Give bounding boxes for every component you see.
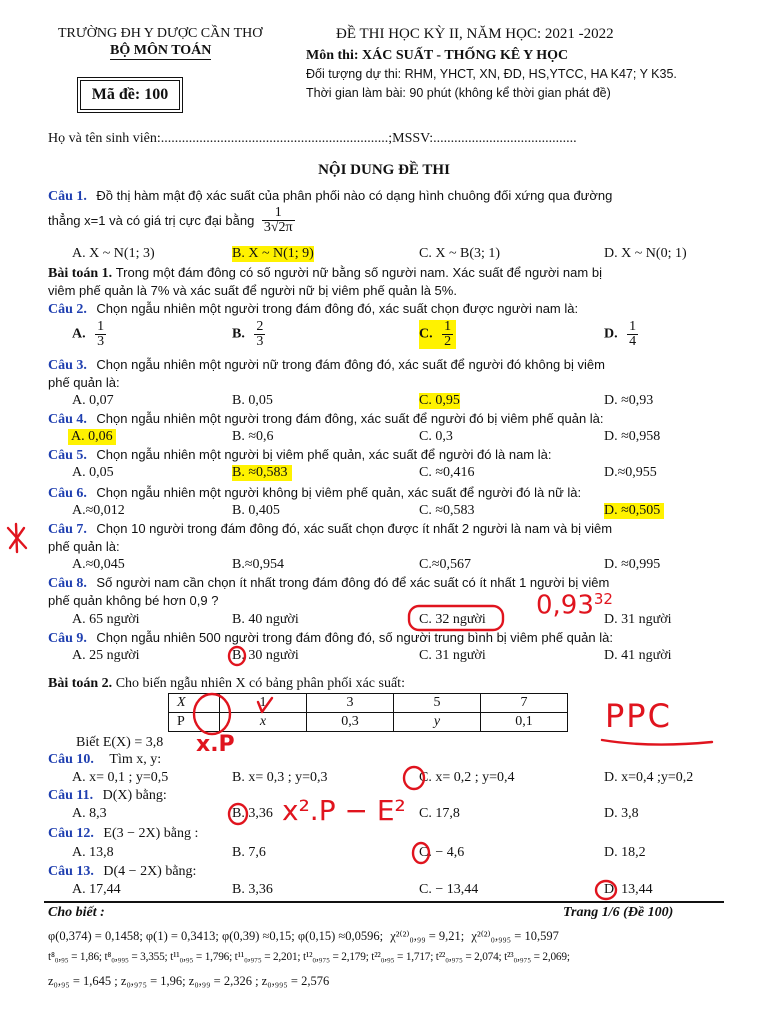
exam-code: Mã đề: 100: [91, 86, 169, 103]
option-c[interactable]: C. 0,3: [419, 429, 453, 444]
option-letter: C.: [419, 326, 433, 342]
option-letter: B.: [232, 326, 245, 342]
option-a[interactable]: A. 0,06: [68, 429, 116, 445]
option-a[interactable]: A. 65 người: [72, 612, 140, 627]
note-ppc: PPC: [605, 697, 672, 735]
check-mark: [258, 698, 272, 712]
option-c[interactable]: C. − 13,44: [419, 882, 479, 897]
option-b[interactable]: B.≈0,954: [232, 557, 285, 572]
student-info-line: Họ và tên sinh viên:.................................................................;MSSV:.........................................: [48, 131, 577, 146]
table-cell: x: [220, 713, 307, 732]
underline-ppc: [602, 740, 712, 745]
option-a[interactable]: A. X ~ N(1; 3): [72, 246, 155, 261]
table-cell: 0,3: [307, 713, 394, 732]
question-text-2: phế quản là:: [48, 375, 120, 390]
option-d[interactable]: D. 31 người: [604, 612, 672, 627]
question-label: Câu 11.: [48, 788, 94, 803]
table-cell: 5: [394, 694, 481, 713]
option-d[interactable]: D. 3,8: [604, 806, 639, 821]
question-label: Câu 13.: [48, 864, 94, 879]
question-text: D(X) bằng:: [102, 788, 167, 803]
option-b[interactable]: B. 30 người: [232, 648, 299, 663]
numerator: 2: [256, 319, 264, 334]
table-cell: 3: [307, 694, 394, 713]
question-text: Số người nam cần chọn ít nhất trong đám đông đó để xác suất có ít nhất 1 người bị viêm: [96, 575, 610, 590]
question-text: E(3 − 2X) bằng :: [103, 826, 199, 841]
option-c[interactable]: C. x= 0,2 ; y=0,4: [419, 770, 515, 785]
problem-text-2: viêm phế quản là 7% và xác suất để người nữ bị viêm phế quản là 5%.: [48, 283, 457, 298]
option-d[interactable]: D. ≈0,958: [604, 429, 661, 444]
option-d[interactable]: D. ≈0,505: [604, 503, 664, 519]
question-text-2: phế quản không bé hơn 0,9 ?: [48, 593, 219, 608]
option-c[interactable]: C. 31 người: [419, 648, 486, 663]
problem-text: Cho biến ngẫu nhiên X có bảng phân phối xác suất:: [115, 676, 405, 691]
option-d[interactable]: D.≈0,955: [604, 465, 657, 480]
chi-value-2: χ²⁽²⁾₀,₉₉₅ = 10,597: [471, 929, 559, 943]
question-text: Chọn ngẫu nhiên 500 người trong đám đông đó, số người trung bình bị viêm phế quản là:: [96, 630, 613, 645]
problem-label: Bài toán 1.: [48, 266, 113, 281]
star-mark-stroke: [16, 524, 17, 552]
question-text: Chọn 10 người trong đám đông đó, xác suất chọn được ít nhất 2 người là nam và bị viêm: [96, 521, 613, 536]
footer-line-2: t⁸₀,₉₅ = 1,86; t⁸₀,₉₉₅ = 3,355; t¹¹₀,₉₅ = 1,796; t¹¹₀,₉₇₅ = 2,201; t¹²₀,₉₇₅ = 2,179; t²²₀,₉₅ = 1,717; t²²₀,₉₇₅ = 2,074; t²³₀,₉₇₅ = 2,069;: [48, 951, 570, 963]
option-c[interactable]: C. X ~ B(3; 1): [419, 246, 501, 261]
option-c[interactable]: C.≈0,567: [419, 557, 472, 572]
exam-time: Thời gian làm bài: 90 phút (không kể thời gian phát đề): [306, 86, 611, 100]
option-a[interactable]: A. 0,07: [72, 393, 114, 408]
note-variance-formula: x².P − E²: [282, 794, 406, 827]
note-q8: [536, 590, 613, 621]
denominator: 4: [629, 334, 637, 349]
question-text: Chọn ngẫu nhiên một người bị viêm phế quản, xác suất để người đó là nam là:: [96, 447, 552, 462]
phi-values: φ(0,374) = 0,1458; φ(1) = 0,3413; φ(0,39) ≈0,15; φ(0,15) ≈0,0596;: [48, 929, 384, 943]
question-text: Chọn ngẫu nhiên một người trong đám đông đó, xác suất chọn được người nam là:: [96, 301, 579, 316]
chi-value-1: χ²⁽²⁾₀,₉₉ = 9,21;: [390, 929, 465, 943]
numerator: 1: [444, 319, 452, 334]
option-d[interactable]: D. X ~ N(0; 1): [604, 246, 687, 261]
question-label: Câu 8.: [48, 576, 87, 591]
option-d[interactable]: D. ≈0,93: [604, 393, 654, 408]
note-q8-exponent: 32: [593, 590, 613, 608]
footer-line-3: z₀,₉₅ = 1,645 ; z₀,₉₇₅ = 1,96; z₀,₉₉ = 2,326 ; z₀,₉₉₅ = 2,576: [48, 974, 330, 988]
option-b[interactable]: B. ≈0,6: [232, 429, 274, 444]
circle-q9-b: [229, 647, 245, 665]
question-text: thẳng x=1 và có giá trị cực đại bằng: [48, 213, 255, 228]
table-cell: P: [169, 713, 220, 732]
question-label: Câu 5.: [48, 448, 87, 463]
option-c[interactable]: C. − 4,6: [419, 845, 465, 860]
circle-q8-c: [409, 606, 503, 630]
option-b[interactable]: B. x= 0,3 ; y=0,3: [232, 770, 328, 785]
denominator: 3√2π: [263, 220, 293, 235]
circle-q12-c: [413, 843, 429, 863]
option-b[interactable]: B. ≈0,583: [232, 465, 292, 481]
section-title: NỘI DUNG ĐỀ THI: [318, 162, 450, 178]
question-text: Chọn ngẫu nhiên một người nữ trong đám đông đó, xác suất để người đó không bị viêm: [96, 357, 605, 372]
option-a[interactable]: A.≈0,045: [72, 557, 125, 572]
table-cell: y: [394, 713, 481, 732]
question-text: Đồ thị hàm mật độ xác suất của phân phối nào có dạng hình chuông đối xứng qua đường: [96, 188, 613, 203]
option-letter: D.: [604, 326, 618, 342]
circle-q10-c: [404, 767, 424, 789]
denominator: 3: [97, 334, 105, 349]
option-c[interactable]: C. ≈0,583: [419, 503, 475, 518]
page-number: Trang 1/6 (Đề 100): [563, 905, 674, 920]
numerator: 1: [262, 206, 295, 221]
question-text: D(4 − 2X) bằng:: [103, 864, 197, 879]
option-d[interactable]: D. 18,2: [604, 845, 646, 860]
question-text: Chọn ngẫu nhiên một người trong đám đông, xác suất để người đó bị viêm phế quản là:: [96, 411, 604, 426]
numerator: 1: [97, 319, 105, 334]
given-label: Cho biết :: [48, 905, 105, 920]
question-label: Câu 12.: [48, 826, 94, 841]
option-a[interactable]: A. 0,05: [72, 465, 114, 480]
option-b[interactable]: B. 3,36: [232, 806, 273, 821]
question-label: Câu 6.: [48, 486, 87, 501]
option-a[interactable]: A. 17,44: [72, 882, 121, 897]
department-name: BỘ MÔN TOÁN: [110, 43, 212, 58]
problem-text: Trong một đám đông có số người nữ bằng số người nam. Xác suất để người nam bị: [115, 265, 602, 280]
question-label: Câu 4.: [48, 412, 87, 427]
question-text-2: phế quản là:: [48, 539, 120, 554]
option-a[interactable]: A. 25 người: [72, 648, 140, 663]
problem-label: Bài toán 2.: [48, 676, 113, 691]
table-cell: X: [169, 694, 220, 713]
table-cell: 0,1: [481, 713, 568, 732]
expectation-note: Biết E(X) = 3,8: [76, 735, 164, 750]
option-b[interactable]: B. 40 người: [232, 612, 299, 627]
option-a[interactable]: A. 13,8: [72, 845, 114, 860]
option-b[interactable]: B. X ~ N(1; 9): [232, 246, 314, 261]
option-a[interactable]: A. x= 0,1 ; y=0,5: [72, 770, 169, 785]
note-xp: x.P: [196, 732, 235, 757]
question-label: Câu 3.: [48, 358, 87, 373]
numerator: 1: [629, 319, 637, 334]
note-q8-base: 0,93: [536, 590, 594, 621]
option-a[interactable]: A. 8,3: [72, 806, 107, 821]
option-d[interactable]: D. ≈0,995: [604, 557, 661, 572]
option-c[interactable]: C. 17,8: [419, 806, 460, 821]
question-label: Câu 2.: [48, 302, 87, 317]
school-name: TRƯỜNG ĐH Y DƯỢC CẦN THƠ: [58, 26, 263, 41]
denominator: 3: [256, 334, 264, 349]
circle-q11-b: [229, 804, 247, 824]
option-c[interactable]: C. 32 người: [419, 612, 486, 627]
denominator: 2: [444, 334, 452, 349]
table-cell: 7: [481, 694, 568, 713]
audience: Đối tượng dự thi: RHM, YHCT, XN, ĐD, HS,YTCC, HA K47; Y K35.: [306, 67, 677, 81]
question-label: Câu 1.: [48, 189, 87, 204]
exam-title: ĐỀ THI HỌC KỲ II, NĂM HỌC: 2021 -2022: [336, 26, 614, 42]
option-c[interactable]: C. ≈0,416: [419, 465, 475, 480]
subject: Môn thi: XÁC SUẤT - THỐNG KÊ Y HỌC: [306, 48, 569, 63]
option-b[interactable]: B. 0,405: [232, 503, 280, 518]
option-b[interactable]: B. 0,05: [232, 393, 273, 408]
circle-table-header: [194, 694, 230, 734]
question-text: Tìm x, y:: [109, 752, 162, 767]
question-text: Chọn ngẫu nhiên một người không bị viêm phế quản, xác suất để người đó là nữ là:: [96, 485, 582, 500]
option-d[interactable]: D. 13,44: [604, 882, 653, 897]
option-c[interactable]: C. 0,95: [419, 393, 460, 408]
question-label: Câu 7.: [48, 522, 87, 537]
option-a[interactable]: A.≈0,012: [72, 503, 125, 518]
question-label: Câu 9.: [48, 631, 87, 646]
option-letter: A.: [72, 326, 86, 342]
option-b[interactable]: B. 3,36: [232, 882, 273, 897]
option-b[interactable]: B. 7,6: [232, 845, 266, 860]
option-d[interactable]: D. x=0,4 ;y=0,2: [604, 770, 694, 785]
question-label: Câu 10.: [48, 752, 94, 767]
table-cell: 1: [220, 694, 307, 713]
circle-q13-d: [596, 881, 616, 899]
option-d[interactable]: D. 41 người: [604, 648, 672, 663]
